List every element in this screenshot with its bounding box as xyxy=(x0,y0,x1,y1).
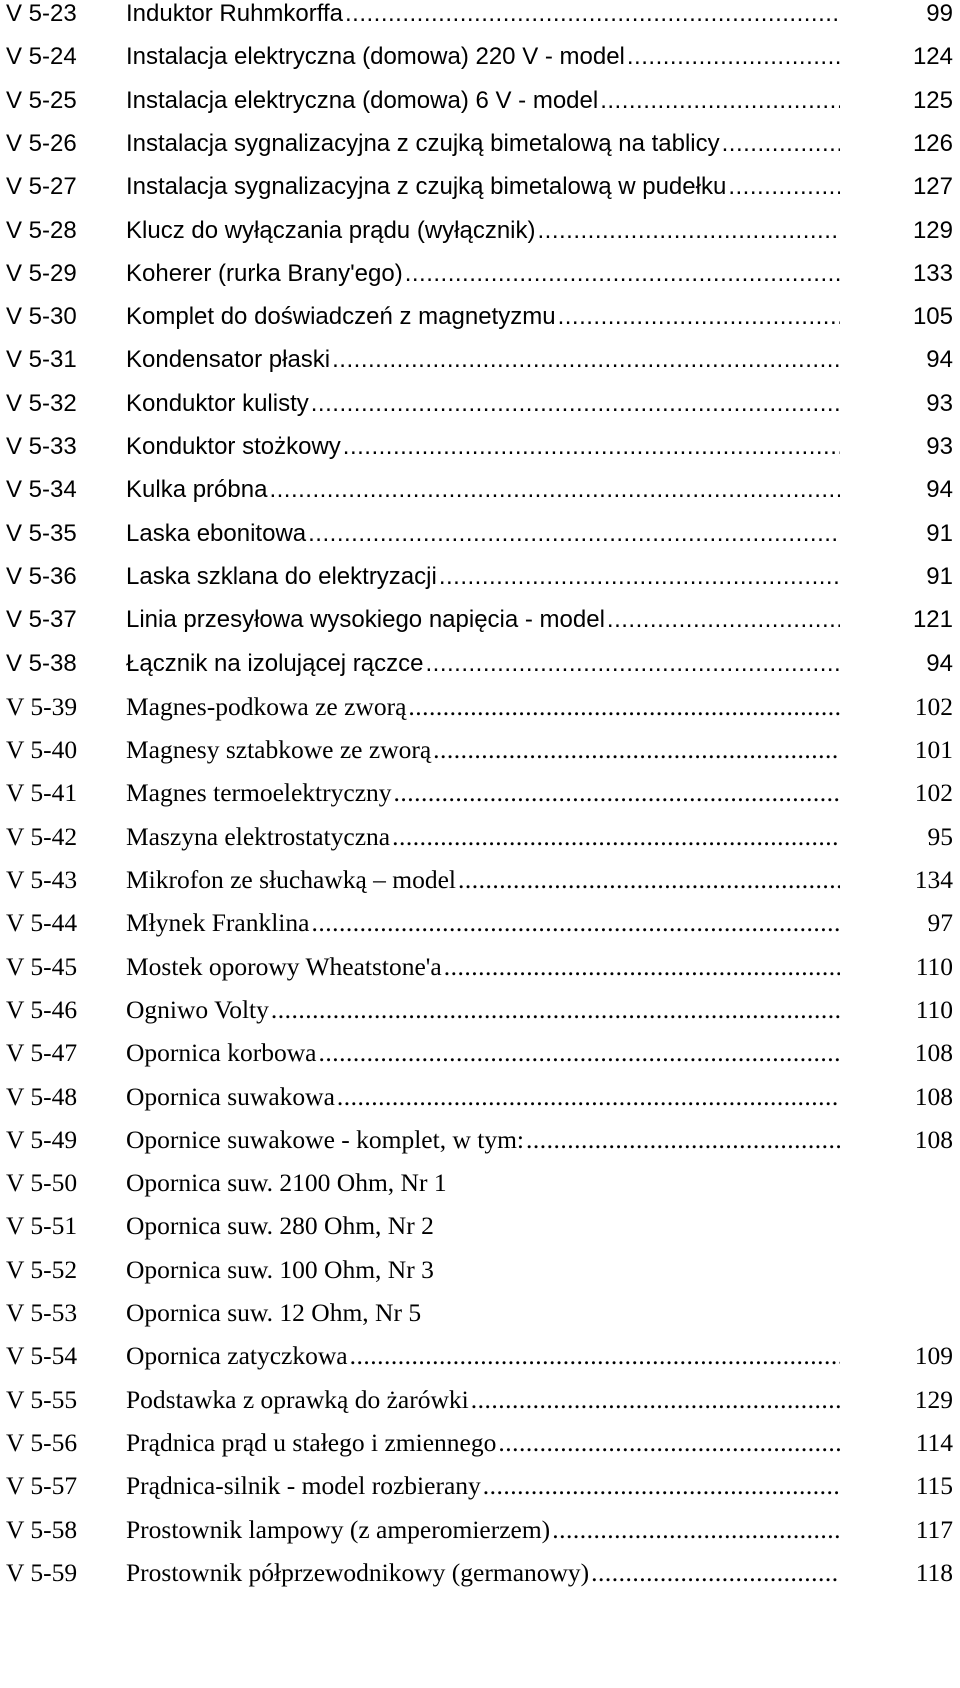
entry-title: Komplet do doświadczeń z magnetyzmu xyxy=(126,303,556,331)
entry-page-number: 94 xyxy=(926,476,953,504)
entry-code: V 5-32 xyxy=(6,389,77,417)
entry-page-number: 117 xyxy=(915,1514,953,1544)
toc-entry xyxy=(0,1293,960,1333)
entry-title-leader xyxy=(126,1077,840,1117)
entry-title-leader xyxy=(126,1423,840,1463)
entry-title-leader xyxy=(126,1033,840,1073)
entry-title: Podstawka z oprawką do żarówki xyxy=(126,1384,469,1414)
entry-code: V 5-46 xyxy=(6,994,78,1024)
toc-entry xyxy=(0,1380,960,1420)
entry-title-leader xyxy=(126,644,840,684)
toc-entry xyxy=(0,340,960,380)
entry-title: Prądnica prąd u stałego i zmiennego xyxy=(126,1427,497,1457)
entry-code: V 5-51 xyxy=(6,1211,78,1241)
entry-code: V 5-26 xyxy=(6,129,77,157)
entry-title: Induktor Ruhmkorffa xyxy=(126,0,343,27)
entry-title-leader xyxy=(126,0,840,34)
entry-title-leader xyxy=(126,947,840,987)
entry-page-number: 108 xyxy=(914,1038,953,1068)
entry-page-number: 126 xyxy=(912,129,953,157)
entry-code: V 5-38 xyxy=(6,649,77,677)
entry-page-number: 105 xyxy=(912,303,953,331)
toc-entry xyxy=(0,644,960,684)
entry-page-number: 93 xyxy=(926,389,953,417)
toc-entry xyxy=(0,427,960,467)
entry-title: Opornica suw. 12 Ohm, Nr 5 xyxy=(126,1298,422,1327)
entry-code: V 5-25 xyxy=(6,86,77,114)
entry-code: V 5-24 xyxy=(6,43,77,71)
entry-title: Opornica suw. 2100 Ohm, Nr 1 xyxy=(126,1168,447,1198)
entry-code: V 5-55 xyxy=(6,1384,78,1414)
entry-code: V 5-40 xyxy=(6,735,78,765)
entry-page-number: 108 xyxy=(914,1124,953,1154)
entry-code: V 5-28 xyxy=(6,216,77,244)
entry-code: V 5-36 xyxy=(6,562,77,590)
entry-title-leader xyxy=(126,384,840,424)
toc-entry xyxy=(0,687,960,727)
entry-title: Instalacja sygnalizacyjna z czujką bimetalową na tablicy xyxy=(126,129,720,157)
entry-title: Instalacja elektryczna (domowa) 6 V - model xyxy=(126,86,599,114)
entry-page-number: 134 xyxy=(914,865,953,894)
toc-entry xyxy=(0,557,960,597)
toc-entry xyxy=(0,903,960,943)
entry-code: V 5-54 xyxy=(6,1341,78,1371)
entry-code: V 5-29 xyxy=(6,259,77,287)
entry-page-number: 99 xyxy=(926,0,953,27)
entry-code: V 5-48 xyxy=(6,1081,78,1111)
toc-entry xyxy=(0,1423,960,1463)
toc-entry xyxy=(0,947,960,987)
toc-entry xyxy=(0,860,960,900)
entry-title-leader xyxy=(126,124,840,164)
entry-code: V 5-23 xyxy=(6,0,77,27)
toc-entry xyxy=(0,1250,960,1290)
entry-code: V 5-43 xyxy=(6,865,78,894)
entry-title-leader xyxy=(126,514,840,554)
entry-title-leader xyxy=(126,817,840,857)
entry-title: Konduktor stożkowy xyxy=(126,433,341,460)
toc-entry xyxy=(0,211,960,251)
toc-entry xyxy=(0,1466,960,1506)
entry-title-leader xyxy=(126,1120,840,1160)
toc-entry xyxy=(0,600,960,640)
toc-entry xyxy=(0,297,960,337)
entry-title-leader xyxy=(126,297,840,337)
entry-code: V 5-53 xyxy=(6,1298,78,1327)
entry-title-leader xyxy=(126,903,840,943)
entry-code: V 5-27 xyxy=(6,173,77,201)
entry-title: Magnesy sztabkowe ze zworą xyxy=(126,735,432,765)
entry-title-leader xyxy=(126,1336,840,1376)
entry-title: Magnes-podkowa ze zworą xyxy=(126,691,407,721)
entry-code: V 5-34 xyxy=(6,476,77,504)
entry-code: V 5-56 xyxy=(6,1427,78,1457)
entry-title-leader xyxy=(126,600,840,640)
toc-entry xyxy=(0,254,960,294)
entry-page-number: 133 xyxy=(912,259,953,287)
entry-title: Opornica suw. 280 Ohm, Nr 2 xyxy=(126,1211,434,1241)
entry-title-leader xyxy=(126,340,840,380)
toc-entry xyxy=(0,1510,960,1550)
entry-page-number: 129 xyxy=(914,1384,953,1414)
entry-page-number: 109 xyxy=(914,1341,953,1371)
entry-title: Instalacja elektryczna (domowa) 220 V - model xyxy=(126,43,625,71)
entry-title: Opornice suwakowe - komplet, w tym: xyxy=(126,1124,525,1154)
entry-page-number: 129 xyxy=(912,216,953,244)
entry-title-leader xyxy=(126,211,840,251)
toc-entry xyxy=(0,384,960,424)
entry-title-leader xyxy=(126,773,840,813)
entry-code: V 5-33 xyxy=(6,433,77,460)
entry-code: V 5-57 xyxy=(6,1471,78,1501)
entry-code: V 5-50 xyxy=(6,1168,78,1198)
entry-title-leader xyxy=(126,1510,840,1550)
entry-title-leader xyxy=(126,860,840,900)
entry-page-number: 125 xyxy=(912,86,953,114)
entry-page-number: 93 xyxy=(926,433,953,460)
entry-code: V 5-45 xyxy=(6,951,78,981)
toc-entry xyxy=(0,1553,960,1593)
entry-title: Kulka próbna xyxy=(126,476,268,504)
entry-code: V 5-37 xyxy=(6,606,77,634)
entry-title: Laska szklana do elektryzacji xyxy=(126,562,437,590)
entry-page-number: 110 xyxy=(915,994,953,1024)
entry-code: V 5-39 xyxy=(6,691,78,721)
entry-page-number: 121 xyxy=(912,606,953,634)
entry-title: Ogniwo Volty xyxy=(126,994,269,1024)
toc-entry xyxy=(0,773,960,813)
entry-code: V 5-59 xyxy=(6,1557,78,1587)
entry-code: V 5-58 xyxy=(6,1514,78,1544)
entry-page-number: 94 xyxy=(926,649,953,677)
entry-code: V 5-52 xyxy=(6,1254,78,1284)
entry-page-number: 102 xyxy=(914,691,953,721)
entry-title: Młynek Franklina xyxy=(126,908,310,938)
entry-title-leader xyxy=(126,1380,840,1420)
entry-page-number: 115 xyxy=(915,1471,953,1501)
entry-title: Mostek oporowy Wheatstone'a xyxy=(126,951,442,981)
entry-page-number: 102 xyxy=(914,778,953,808)
entry-page-number: 124 xyxy=(912,43,953,71)
entry-title-leader xyxy=(126,427,840,467)
entry-title: Maszyna elektrostatyczna xyxy=(126,821,391,851)
entry-page-number: 114 xyxy=(915,1427,953,1457)
entry-title: Łącznik na izolującej rączce xyxy=(126,649,424,677)
entry-title-leader xyxy=(126,1163,840,1203)
entry-title-leader xyxy=(126,1553,840,1593)
toc-entry xyxy=(0,37,960,77)
entry-title-leader xyxy=(126,1293,840,1333)
entry-code: V 5-30 xyxy=(6,303,77,331)
toc-entry xyxy=(0,1336,960,1376)
toc-entry xyxy=(0,514,960,554)
entry-title: Prostownik lampowy (z amperomierzem) xyxy=(126,1514,551,1544)
entry-title: Mikrofon ze słuchawką – model xyxy=(126,865,456,894)
entry-title: Opornica suwakowa xyxy=(126,1081,335,1111)
entry-page-number: 110 xyxy=(915,951,953,981)
entry-title-leader xyxy=(126,167,840,207)
entry-title: Opornica korbowa xyxy=(126,1038,317,1068)
toc-entry xyxy=(0,124,960,164)
entry-code: V 5-44 xyxy=(6,908,78,938)
entry-page-number: 97 xyxy=(927,908,953,938)
entry-code: V 5-42 xyxy=(6,821,78,851)
entry-code: V 5-47 xyxy=(6,1038,78,1068)
entry-title-leader xyxy=(126,81,840,121)
entry-page-number: 118 xyxy=(915,1557,953,1587)
toc-entry xyxy=(0,1033,960,1073)
entry-title: Prostownik półprzewodnikowy (germanowy) xyxy=(126,1557,590,1587)
entry-title: Klucz do wyłączania prądu (wyłącznik) xyxy=(126,216,536,244)
toc-entry xyxy=(0,167,960,207)
entry-title: Opornica suw. 100 Ohm, Nr 3 xyxy=(126,1254,434,1284)
entry-title: Magnes termoelektryczny xyxy=(126,778,392,808)
toc-entry xyxy=(0,0,960,34)
entry-title: Konduktor kulisty xyxy=(126,389,309,417)
toc-entry xyxy=(0,990,960,1030)
toc-entry xyxy=(0,470,960,510)
entry-title-leader xyxy=(126,687,840,727)
toc-entry xyxy=(0,1206,960,1246)
entry-title: Linia przesyłowa wysokiego napięcia - model xyxy=(126,606,605,634)
entry-page-number: 127 xyxy=(912,173,953,201)
entry-page-number: 101 xyxy=(914,735,953,765)
entry-code: V 5-41 xyxy=(6,778,78,808)
toc-entry xyxy=(0,817,960,857)
entry-code: V 5-35 xyxy=(6,519,77,547)
entry-title-leader xyxy=(126,254,840,294)
entry-page-number: 94 xyxy=(926,346,953,374)
entry-title: Kondensator płaski xyxy=(126,346,331,374)
entry-page-number: 95 xyxy=(927,821,953,851)
toc-entry xyxy=(0,1120,960,1160)
toc-entry xyxy=(0,730,960,770)
entry-code: V 5-31 xyxy=(6,346,77,374)
entry-title: Koherer (rurka Brany'ego) xyxy=(126,259,403,287)
entry-title-leader xyxy=(126,990,840,1030)
entry-page-number: 108 xyxy=(914,1081,953,1111)
entry-title-leader xyxy=(126,37,840,77)
entry-title: Opornica zatyczkowa xyxy=(126,1341,348,1371)
entry-code: V 5-49 xyxy=(6,1124,78,1154)
entry-title-leader xyxy=(126,1206,840,1246)
toc-entry xyxy=(0,81,960,121)
entry-title: Laska ebonitowa xyxy=(126,519,307,547)
toc-entry xyxy=(0,1163,960,1203)
entry-page-number: 91 xyxy=(926,562,953,590)
entry-page-number: 91 xyxy=(926,519,953,547)
entry-title: Instalacja sygnalizacyjna z czujką bimetalową w pudełku xyxy=(126,173,727,201)
entry-title: Prądnica-silnik - model rozbierany xyxy=(126,1471,481,1501)
entry-title-leader xyxy=(126,557,840,597)
entry-title-leader xyxy=(126,470,840,510)
entry-title-leader xyxy=(126,730,840,770)
entry-title-leader xyxy=(126,1250,840,1290)
toc-entry xyxy=(0,1077,960,1117)
entry-title-leader xyxy=(126,1466,840,1506)
